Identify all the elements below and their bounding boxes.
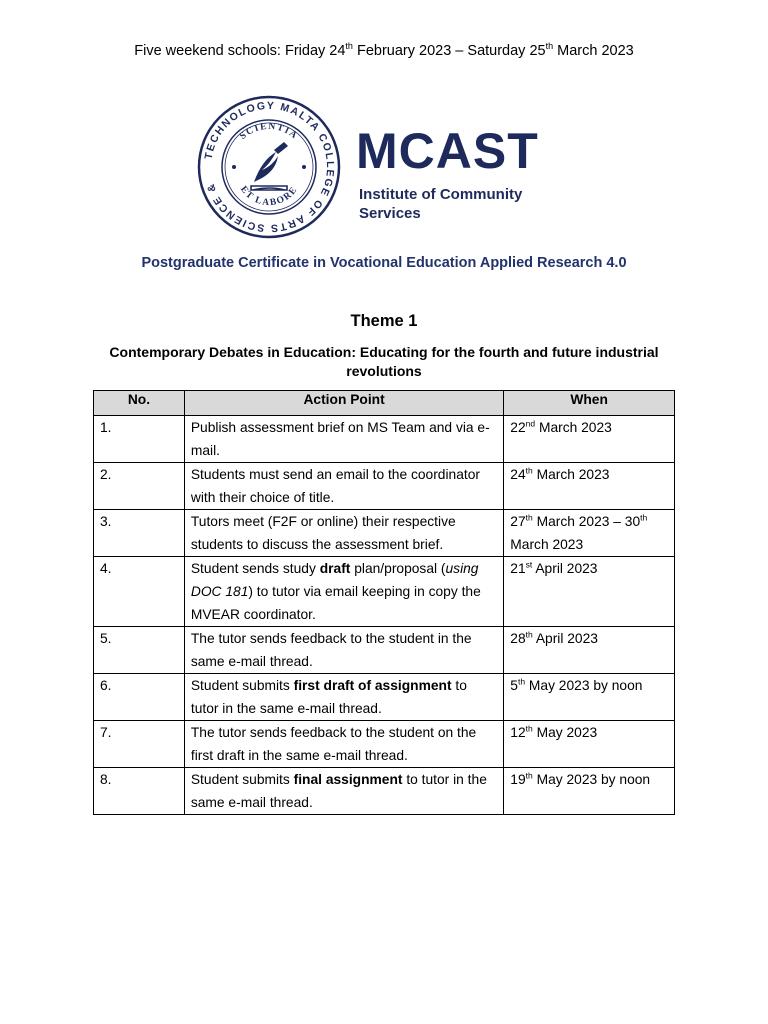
row-number: 5.: [94, 627, 185, 674]
theme-title: Theme 1: [350, 312, 418, 330]
schedule-text-start: Five weekend schools: Friday 24: [134, 42, 346, 59]
when-text-segment: th: [525, 629, 533, 640]
when-text-segment: March 2023 – 30: [532, 514, 641, 529]
table-row: [94, 510, 675, 557]
row-number: 1.: [94, 416, 185, 463]
when-text-segment: May 2023 by noon: [532, 772, 651, 787]
when-text-segment: April 2023: [532, 561, 598, 576]
table-row: [94, 768, 675, 815]
action-text-segment: using DOC 181: [190, 561, 479, 599]
action-points-table: [93, 390, 675, 815]
when-text-segment: 5: [510, 678, 518, 693]
action-text-segment: draft: [319, 561, 351, 576]
when-text-segment: th: [525, 723, 533, 734]
seal-motto-top: SCIENTIA: [238, 121, 300, 142]
action-text-segment: Student submits: [190, 772, 294, 787]
action-point-cell: [184, 674, 503, 721]
action-text-segment: to tutor in the same e-mail thread.: [190, 678, 467, 716]
table-row: [94, 627, 675, 674]
when-cell: [504, 557, 675, 627]
when-text-segment: 19: [510, 772, 526, 787]
action-point-cell: [184, 416, 503, 463]
when-cell: [504, 510, 675, 557]
mcast-wordmark: MCAST: [356, 123, 539, 179]
seal-ring-text: TECHNOLOGY MALTA COLLEGE OF ARTS SCIENCE &: [202, 99, 337, 235]
when-text-segment: May 2023: [532, 725, 598, 740]
row-number: 4.: [94, 557, 185, 627]
when-text-segment: th: [525, 770, 533, 781]
college-seal-icon: [196, 94, 342, 240]
theme-subtitle: Contemporary Debates in Education: Educating for the fourth and future industrial revolutions: [109, 344, 659, 379]
when-cell: [504, 416, 675, 463]
when-text-segment: March 2023: [535, 420, 612, 435]
institute-name-line-1: Institute of Community: [359, 186, 523, 203]
when-cell: [504, 463, 675, 510]
when-text-segment: May 2023 by noon: [525, 678, 643, 693]
action-text-segment: The tutor sends feedback to the student in the same e-mail thread.: [190, 631, 472, 669]
action-text-segment: first draft of assignment: [293, 678, 452, 693]
when-text-segment: nd: [525, 418, 536, 429]
table-header-row: [94, 391, 675, 416]
table-row: [94, 557, 675, 627]
when-text-segment: March 2023: [510, 537, 584, 552]
table-row: [94, 721, 675, 768]
when-text-segment: th: [517, 676, 526, 687]
schedule-sup-1: th: [345, 41, 353, 51]
seal-motto-bottom: ET LABORE: [237, 184, 301, 209]
when-text-segment: 21: [510, 561, 526, 576]
when-cell: [504, 721, 675, 768]
when-text-segment: 28: [510, 631, 526, 646]
action-text-segment: plan/proposal (: [350, 561, 446, 576]
when-text-segment: th: [640, 512, 648, 523]
action-text-segment: Student sends study: [190, 561, 320, 576]
when-text-segment: 24: [510, 467, 526, 482]
action-text-segment: final assignment: [293, 772, 403, 787]
when-cell: [504, 768, 675, 815]
when-cell: [504, 627, 675, 674]
schedule-sup-2: th: [545, 41, 554, 51]
action-text-segment: Students must send an email to the coordinator with their choice of title.: [190, 467, 480, 505]
row-number: 3.: [94, 510, 185, 557]
when-text-segment: 12: [510, 725, 526, 740]
when-text-segment: th: [525, 512, 533, 523]
when-cell: [504, 674, 675, 721]
action-point-cell: [184, 463, 503, 510]
action-text-segment: The tutor sends feedback to the student on the first draft in the same e-mail thread.: [190, 725, 477, 763]
action-point-cell: [184, 510, 503, 557]
table-row: [94, 463, 675, 510]
action-point-cell: [184, 768, 503, 815]
table-body: [94, 416, 675, 815]
when-text-segment: th: [525, 465, 533, 476]
action-text-segment: to tutor in the same e-mail thread.: [190, 772, 487, 810]
row-number: 6.: [94, 674, 185, 721]
table-row: [94, 674, 675, 721]
row-number: 2.: [94, 463, 185, 510]
when-text-segment: st: [525, 559, 533, 570]
action-text-segment: Tutors meet (F2F or online) their respective students to discuss the assessment brief.: [190, 514, 456, 552]
schedule-text-middle: February 2023 – Saturday 25: [352, 42, 546, 59]
row-number: 7.: [94, 721, 185, 768]
action-text-segment: ) to tutor via email keeping in copy the MVEAR coordinator.: [190, 584, 481, 622]
when-text-segment: March 2023: [532, 467, 610, 482]
header-no: No.: [94, 391, 185, 416]
institute-name-line-2: Services: [359, 205, 421, 222]
programme-title: Postgraduate Certificate in Vocational Education Applied Research 4.0: [141, 255, 627, 271]
table-row: [94, 416, 675, 463]
row-number: 8.: [94, 768, 185, 815]
when-text-segment: 27: [510, 514, 526, 529]
header-when: When: [504, 391, 675, 416]
header-action-point: Action Point: [184, 391, 503, 416]
action-point-cell: [184, 721, 503, 768]
action-text-segment: Publish assessment brief on MS Team and via e-mail.: [190, 420, 490, 458]
action-point-cell: [184, 627, 503, 674]
action-point-cell: [184, 557, 503, 627]
mcast-logo: [196, 94, 596, 242]
action-text-segment: Student submits: [190, 678, 294, 693]
schedule-line: [0, 41, 768, 59]
schedule-text-end: March 2023: [553, 42, 634, 59]
when-text-segment: 22: [510, 420, 526, 435]
when-text-segment: April 2023: [532, 631, 598, 646]
